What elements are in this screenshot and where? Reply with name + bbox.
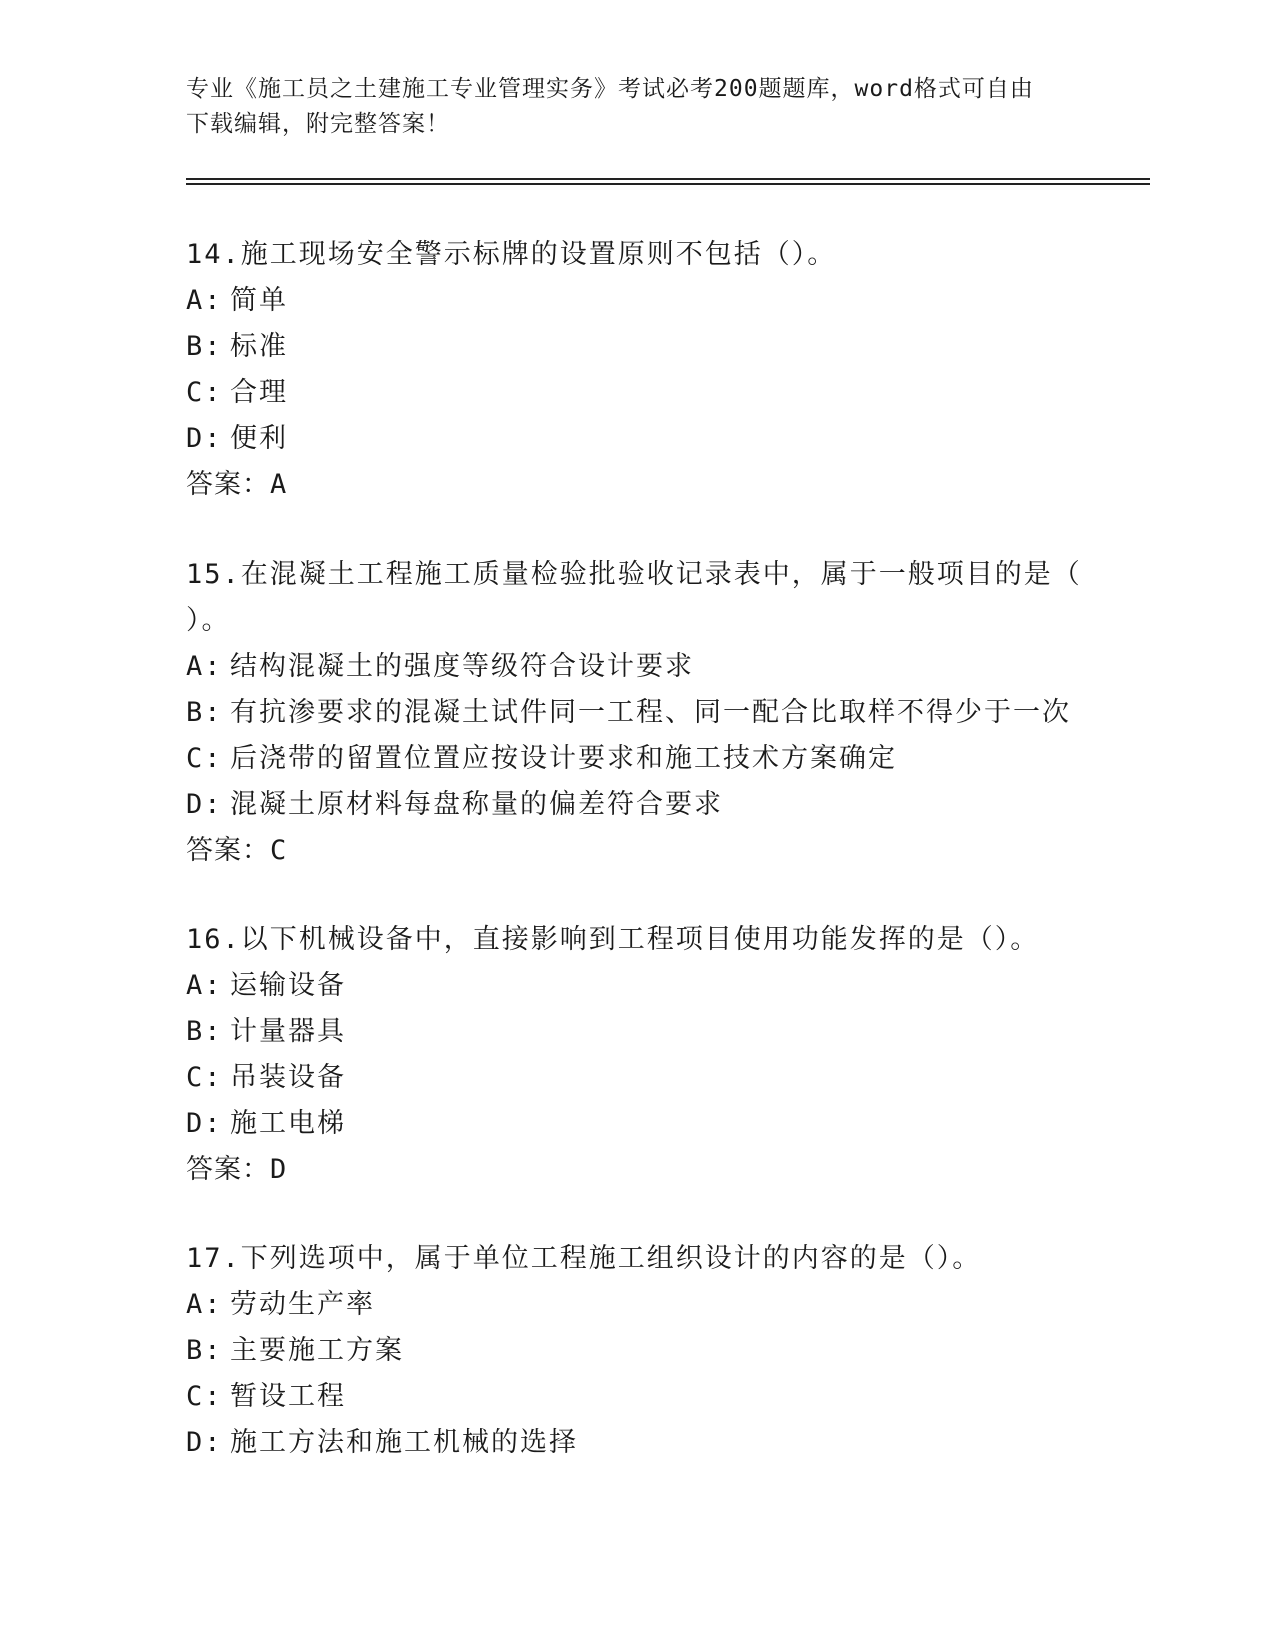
option-d: [186, 782, 1086, 828]
option-c: [186, 1374, 1086, 1420]
option-d: [186, 1101, 1086, 1147]
option-key: C:: [186, 743, 223, 774]
answer-value: A: [270, 469, 288, 500]
question-stem-line-1: 15.在混凝土工程施工质量检验批验收记录表中，属于一般项目的是（: [186, 559, 1082, 590]
option-text: 后浇带的留置位置应按设计要求和施工技术方案确定: [230, 743, 897, 774]
option-c: [186, 1055, 1086, 1101]
answer-label: 答案：: [186, 469, 270, 500]
option-key: B:: [186, 1016, 223, 1047]
question-14: [186, 232, 1086, 508]
option-text: 标准: [230, 331, 288, 362]
option-text: 合理: [230, 377, 288, 408]
option-text: 计量器具: [230, 1016, 346, 1047]
question-stem: 14.施工现场安全警示标牌的设置原则不包括（）。: [186, 239, 837, 270]
answer-label: 答案：: [186, 835, 270, 866]
answer-line: [186, 462, 1086, 508]
option-a: [186, 1282, 1086, 1328]
question-17: [186, 1236, 1086, 1466]
option-a: [186, 644, 1086, 690]
option-key: D:: [186, 1427, 223, 1458]
option-text: 吊装设备: [230, 1062, 346, 1093]
option-b: [186, 1328, 1086, 1374]
header-line-1: 专业《施工员之土建施工专业管理实务》考试必考200题题库，word格式可自由: [186, 76, 1034, 102]
answer-value: C: [270, 835, 288, 866]
option-text: 劳动生产率: [230, 1289, 375, 1320]
option-key: D:: [186, 1108, 223, 1139]
answer-line: [186, 828, 1086, 874]
question-stem: 16.以下机械设备中，直接影响到工程项目使用功能发挥的是（）。: [186, 924, 1040, 955]
option-a: [186, 278, 1086, 324]
question-stem-line-2: ）。: [186, 605, 231, 636]
option-key: A:: [186, 970, 223, 1001]
option-text: 施工方法和施工机械的选择: [230, 1427, 578, 1458]
option-key: B:: [186, 1335, 223, 1366]
option-b: [186, 1009, 1086, 1055]
option-text: 混凝土原材料每盘称量的偏差符合要求: [230, 789, 723, 820]
option-text: 施工电梯: [230, 1108, 346, 1139]
header-line-2: 下载编辑，附完整答案！: [186, 111, 450, 137]
header-divider-top: [186, 178, 1150, 180]
option-key: D:: [186, 423, 223, 454]
option-key: C:: [186, 1062, 223, 1093]
option-key: A:: [186, 285, 223, 316]
question-16: [186, 917, 1086, 1193]
option-c: [186, 370, 1086, 416]
option-key: C:: [186, 377, 223, 408]
option-c: [186, 736, 1086, 782]
document-header: [186, 72, 1066, 142]
option-d: [186, 1420, 1086, 1466]
option-key: A:: [186, 1289, 223, 1320]
option-b: [186, 690, 1086, 736]
answer-line: [186, 1147, 1086, 1193]
option-text: 主要施工方案: [230, 1335, 404, 1366]
option-text: 暂设工程: [230, 1381, 346, 1412]
header-divider-bottom: [186, 183, 1150, 185]
question-stem: 17.下列选项中，属于单位工程施工组织设计的内容的是（）。: [186, 1243, 982, 1274]
answer-value: D: [270, 1154, 288, 1185]
option-text: 有抗渗要求的混凝土试件同一工程、同一配合比取样不得少于一次: [230, 697, 1071, 728]
option-text: 便利: [230, 423, 288, 454]
option-text: 结构混凝土的强度等级符合设计要求: [230, 651, 694, 682]
answer-label: 答案：: [186, 1154, 270, 1185]
option-d: [186, 416, 1086, 462]
option-key: A:: [186, 651, 223, 682]
option-key: D:: [186, 789, 223, 820]
option-key: B:: [186, 697, 223, 728]
option-text: 运输设备: [230, 970, 346, 1001]
option-key: C:: [186, 1381, 223, 1412]
option-key: B:: [186, 331, 223, 362]
option-a: [186, 963, 1086, 1009]
option-text: 简单: [230, 285, 288, 316]
option-b: [186, 324, 1086, 370]
question-15: [186, 552, 1086, 874]
